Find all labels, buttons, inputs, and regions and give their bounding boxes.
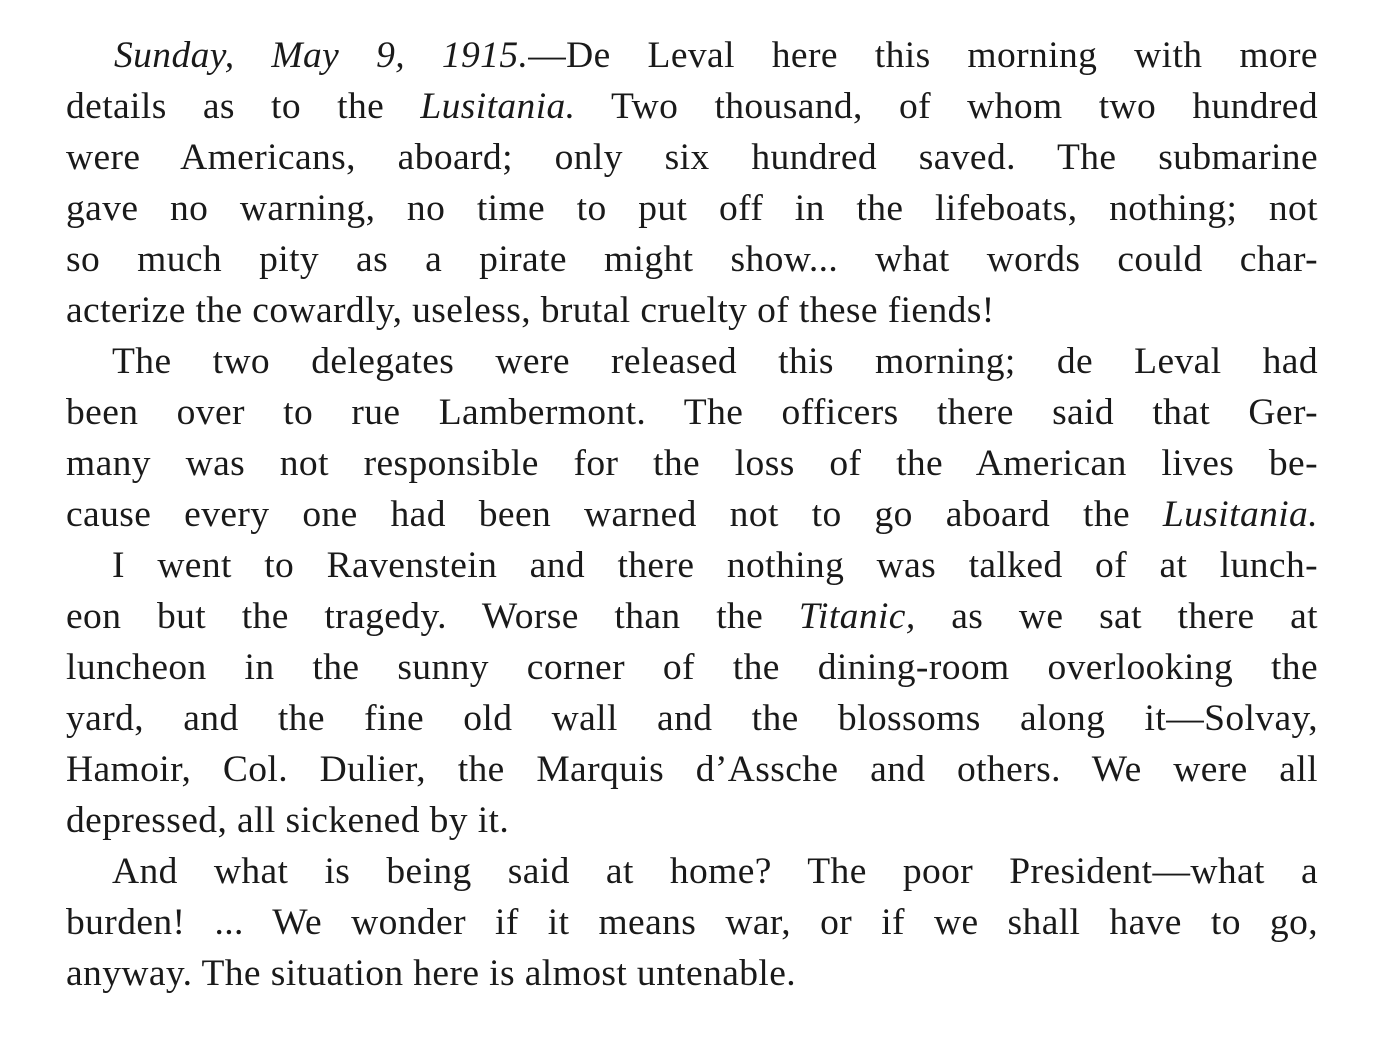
diary-date: Sunday, May 9, 1915. xyxy=(114,35,529,76)
paragraph xyxy=(66,336,1318,540)
diary-page xyxy=(66,30,1318,999)
text-line: were Americans, aboard; only six hundred saved. The submarine xyxy=(66,137,1318,178)
text-line: luncheon in the sunny corner of the dining-room overlooking the xyxy=(66,647,1318,688)
text-line: many was not responsible for the loss of the American lives be- xyxy=(66,443,1318,484)
text-line: Hamoir, Col. Dulier, the Marquis d’Assche and others. We were all xyxy=(66,749,1318,790)
text-line: Sunday, May 9, 1915.—De Leval here this morning with more xyxy=(114,35,1318,76)
paragraph xyxy=(66,846,1318,999)
text-line: cause every one had been warned not to go aboard the Lusitania. xyxy=(66,494,1318,535)
text-line: yard, and the fine old wall and the blossoms along it—Solvay, xyxy=(66,698,1318,739)
text-line: so much pity as a pirate might show... what words could char- xyxy=(66,239,1318,280)
paragraph xyxy=(66,30,1318,336)
text-line: eon but the tragedy. Worse than the Titanic, as we sat there at xyxy=(66,596,1318,637)
text-line: been over to rue Lambermont. The officers there said that Ger- xyxy=(66,392,1318,433)
text-line: details as to the Lusitania. Two thousand, of whom two hundred xyxy=(66,86,1318,127)
text-line: The two delegates were released this morning; de Leval had xyxy=(112,341,1318,382)
text-line: acterize the cowardly, useless, brutal cruelty of these fiends! xyxy=(66,290,995,331)
text-line: anyway. The situation here is almost untenable. xyxy=(66,953,797,994)
text-line: gave no warning, no time to put off in the lifeboats, nothing; not xyxy=(66,188,1318,229)
paragraph xyxy=(66,540,1318,846)
text-line: I went to Ravenstein and there nothing was talked of at lunch- xyxy=(112,545,1318,586)
text-line: And what is being said at home? The poor President—what a xyxy=(112,851,1318,892)
text-line: burden! ... We wonder if it means war, or if we shall have to go, xyxy=(66,902,1318,943)
text-line: depressed, all sickened by it. xyxy=(66,800,510,841)
